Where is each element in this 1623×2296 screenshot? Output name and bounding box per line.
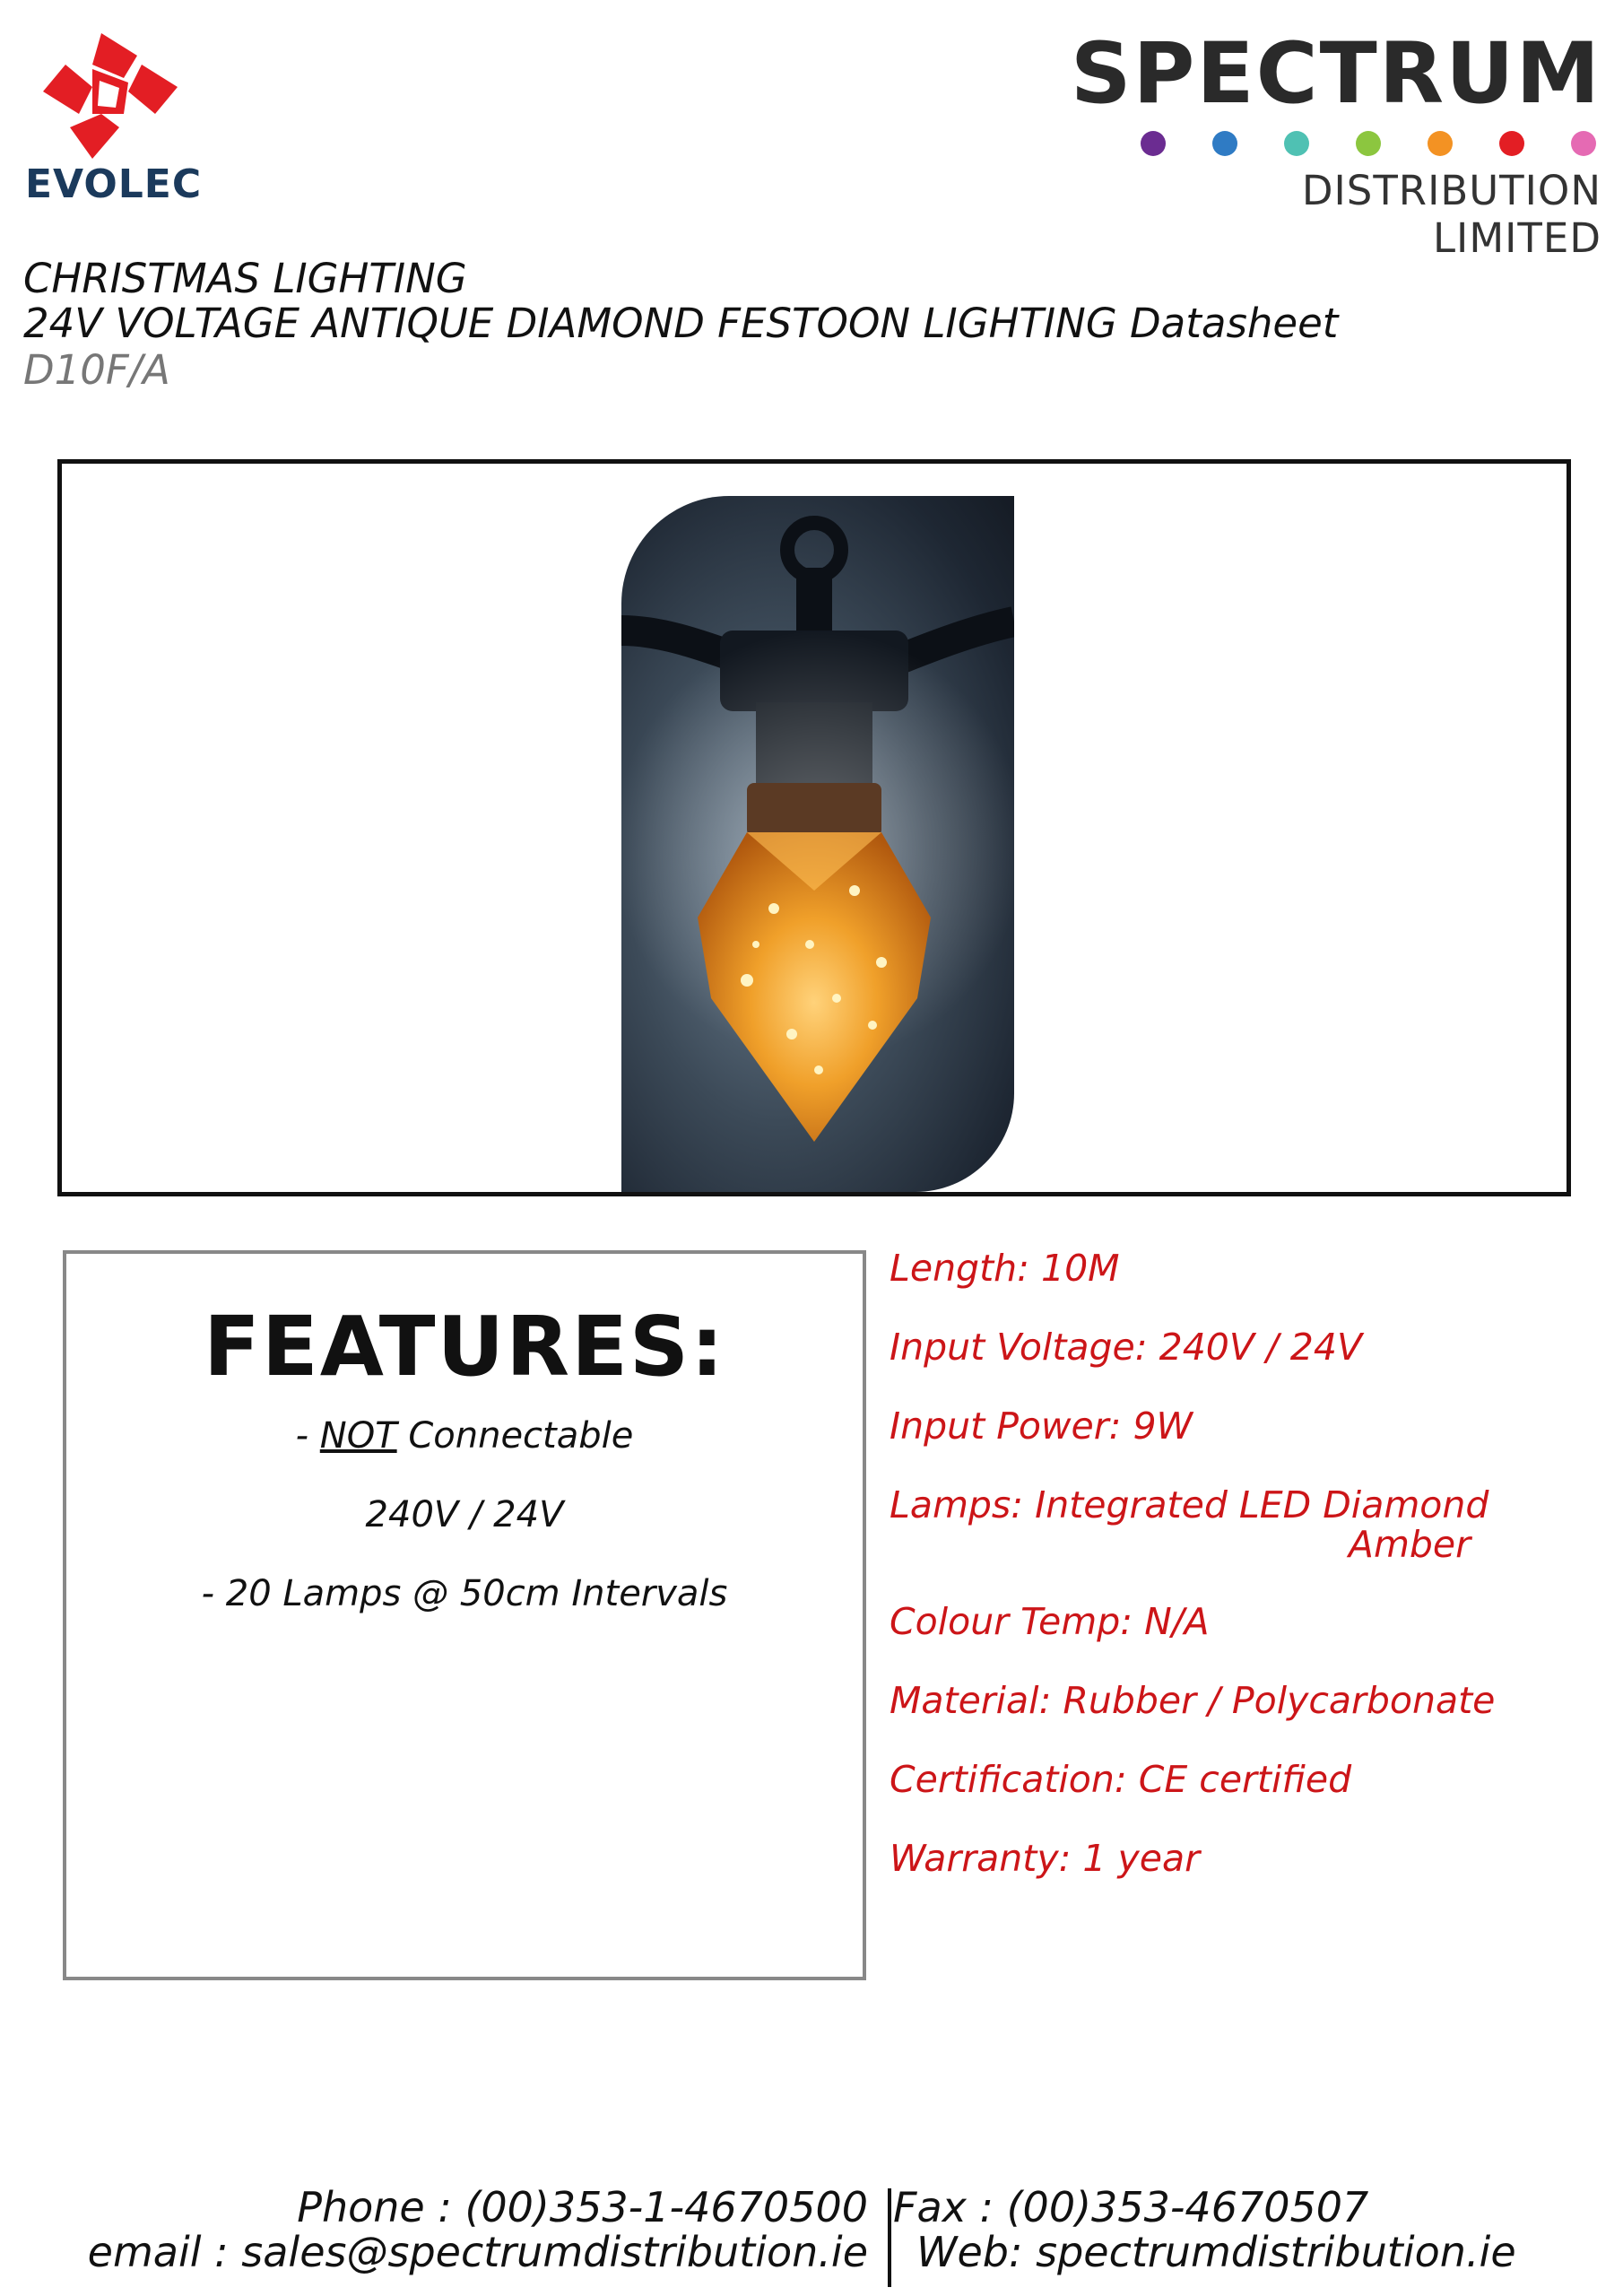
feature-suffix: Connectable <box>396 1415 634 1457</box>
footer-divider <box>888 2188 891 2287</box>
spec-material: Material: Rubber / Polycarbonate <box>890 1679 1496 1722</box>
spec-colour-temp: Colour Temp: N/A <box>890 1600 1210 1643</box>
spec-lamps: Lamps: Integrated LED Diamond <box>890 1483 1489 1526</box>
spec-length: Length: 10M <box>890 1247 1120 1290</box>
spectrum-subtitle: DISTRIBUTION LIMITED <box>1301 167 1601 262</box>
spectrum-color-dots <box>1141 131 1596 158</box>
product-image-frame <box>57 459 1571 1196</box>
spec-warranty: Warranty: 1 year <box>890 1837 1201 1880</box>
spec-lamps-continued: Amber <box>1348 1523 1471 1566</box>
spectrum-dot-2 <box>1212 131 1237 156</box>
diamond-bulb-illustration <box>621 496 1014 1192</box>
spectrum-dot-5 <box>1428 131 1453 156</box>
document-category: CHRISTMAS LIGHTING <box>23 255 467 302</box>
footer-email[interactable]: email : sales@spectrumdistribution.ie <box>87 2228 868 2276</box>
evolec-logo-icon <box>39 29 182 163</box>
feature-lamps: - 20 Lamps @ 50cm Intervals <box>201 1573 728 1614</box>
features-heading: FEATURES: <box>204 1299 725 1395</box>
spectrum-dot-6 <box>1499 131 1524 156</box>
spectrum-wordmark: SPECTRUM <box>1070 25 1601 123</box>
spec-input-voltage: Input Voltage: 240V / 24V <box>890 1326 1363 1369</box>
footer-phone: Phone : (00)353-1-4670500 <box>297 2183 868 2231</box>
footer-web[interactable]: Web: spectrumdistribution.ie <box>916 2228 1516 2276</box>
evolec-wordmark: EVOLEC <box>25 161 203 207</box>
contact-footer <box>0 2183 1623 2291</box>
footer-fax: Fax : (00)353-4670507 <box>893 2183 1369 2231</box>
product-code: D10F/A <box>23 346 170 394</box>
spectrum-logo <box>1070 25 1601 262</box>
spectrum-dot-7 <box>1571 131 1596 156</box>
spectrum-dot-4 <box>1356 131 1381 156</box>
spec-input-power: Input Power: 9W <box>890 1405 1193 1448</box>
spectrum-dot-3 <box>1284 131 1309 156</box>
spec-certification: Certification: CE certified <box>890 1758 1352 1801</box>
product-photo <box>621 496 1014 1192</box>
feature-not-emphasis: NOT <box>319 1415 397 1457</box>
spectrum-dot-1 <box>1141 131 1166 156</box>
feature-voltage: 240V / 24V <box>365 1494 564 1535</box>
features-box <box>63 1250 866 1980</box>
feature-not-connectable <box>66 1415 863 1457</box>
evolec-logo <box>25 29 203 208</box>
feature-prefix: - <box>295 1415 320 1457</box>
document-title: 24V VOLTAGE ANTIQUE DIAMOND FESTOON LIGHTING Datasheet <box>23 300 1339 347</box>
